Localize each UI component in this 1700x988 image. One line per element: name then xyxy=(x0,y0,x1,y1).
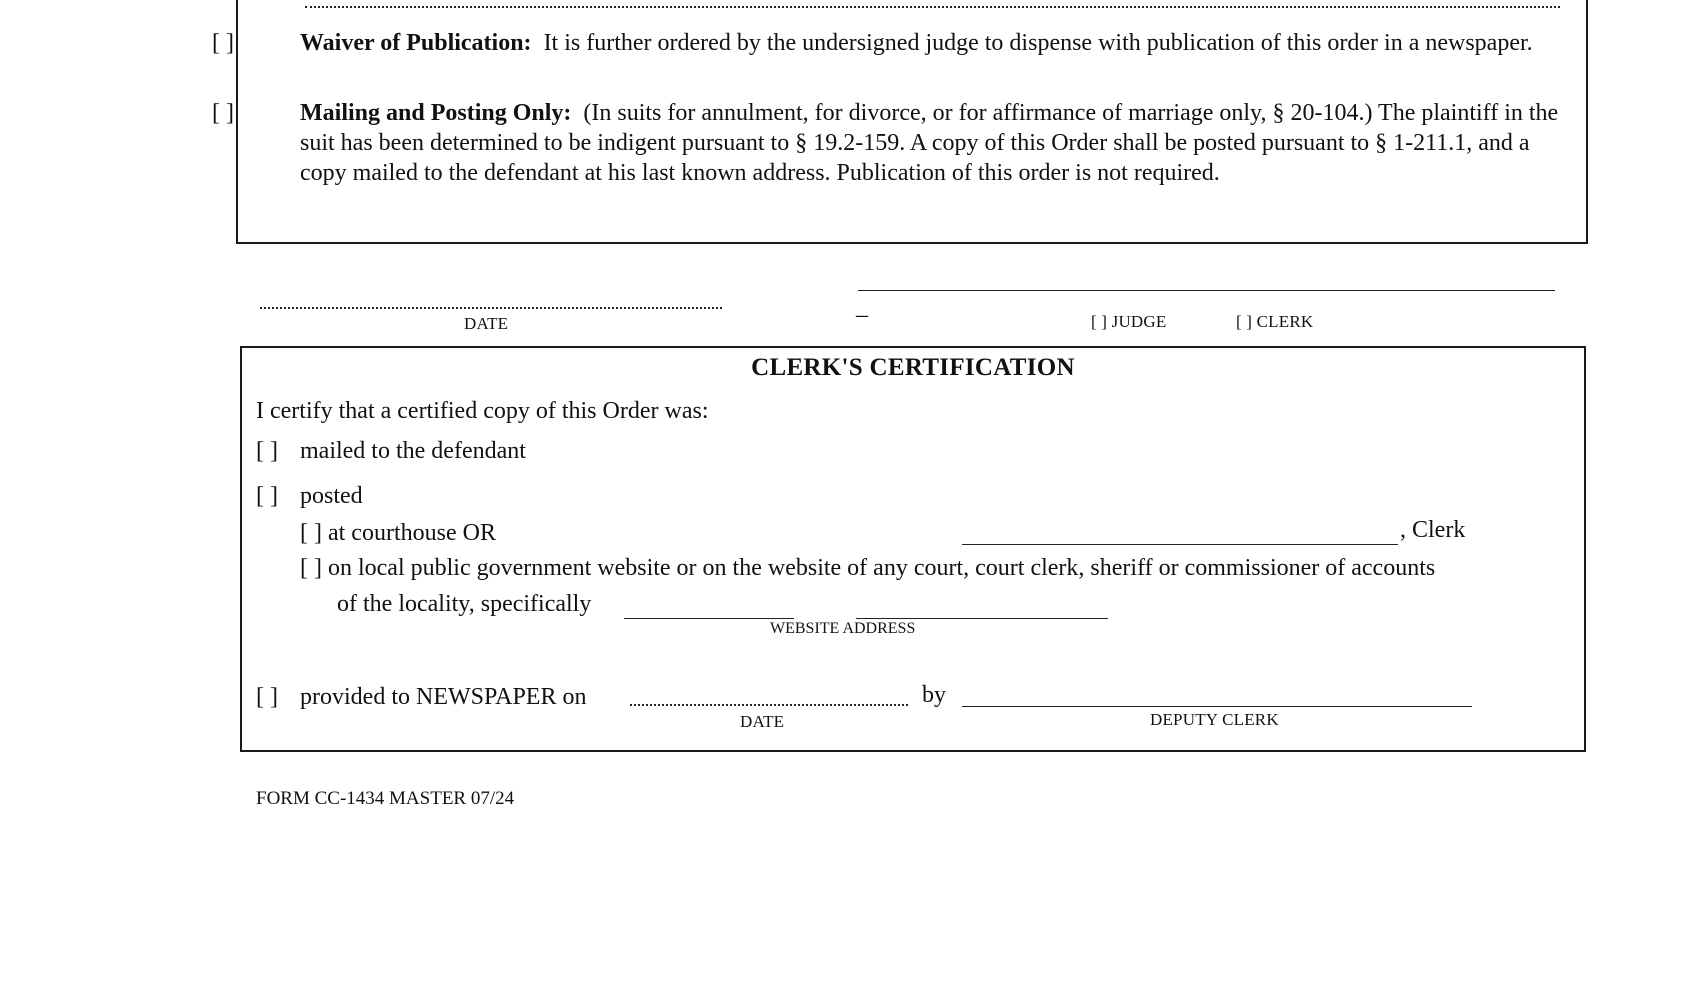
certification-title: CLERK'S CERTIFICATION xyxy=(751,354,1075,381)
newspaper-by: by xyxy=(922,682,946,708)
judge-option[interactable]: [ ] JUDGE xyxy=(1091,312,1167,331)
newspaper-label: provided to NEWSPAPER on xyxy=(300,684,587,710)
date-label: DATE xyxy=(464,314,509,333)
form-id: FORM CC-1434 MASTER 07/24 xyxy=(256,788,515,809)
mailing-text: (In suits for annulment, for divorce, or for affirmance of marriage only, § 20-104.) The plaintiff in the suit has been determined to be indigent pursuant to § 19.2-159. A copy of this Order shall be posted pursuant to § 1-211.1, and a copy mailed to the defendant at his last known address. Publication of this order is not required. xyxy=(300,100,1559,186)
waiver-heading: Waiver of Publication: xyxy=(300,30,532,56)
newspaper-date-line xyxy=(630,704,908,706)
mailed-label: mailed to the defendant xyxy=(300,438,526,464)
posted-label: posted xyxy=(300,483,363,509)
waiver-checkbox[interactable]: [ ] xyxy=(212,30,234,56)
waiver-text: It is further ordered by the undersigned judge to dispense with publication of this order in a newspaper. xyxy=(543,30,1533,56)
posted-option xyxy=(256,481,363,511)
website-option-line2: of the locality, specifically xyxy=(337,591,592,617)
waiver-of-publication-option xyxy=(212,28,1600,58)
signature-line xyxy=(858,290,1555,291)
deputy-clerk-label: DEPUTY CLERK xyxy=(1150,710,1279,729)
website-checkbox[interactable]: [ ] xyxy=(300,555,322,581)
mailed-checkbox[interactable]: [ ] xyxy=(256,438,278,464)
website-line-a xyxy=(624,618,794,619)
website-line1: on local public government website or on the website of any court, court clerk, sheriff or commissioner of accounts xyxy=(327,555,1436,581)
clerk-name-line xyxy=(962,544,1398,545)
clerk-suffix: , Clerk xyxy=(1400,517,1466,543)
newspaper-checkbox[interactable]: [ ] xyxy=(256,684,278,710)
website-line-b xyxy=(856,618,1108,619)
website-address-label: WEBSITE ADDRESS xyxy=(770,620,916,637)
mailing-checkbox[interactable]: [ ] xyxy=(212,100,234,126)
signature-dash: – xyxy=(856,302,868,328)
top-dotted-line xyxy=(305,6,1560,8)
posted-checkbox[interactable]: [ ] xyxy=(256,483,278,509)
clerk-option[interactable]: [ ] CLERK xyxy=(1236,312,1314,331)
newspaper-option xyxy=(256,682,586,712)
courthouse-option xyxy=(300,518,496,548)
deputy-clerk-line xyxy=(962,706,1472,707)
mailed-option xyxy=(256,436,526,466)
newspaper-date-label: DATE xyxy=(740,712,785,731)
mailing-and-posting-option xyxy=(212,98,1580,188)
courthouse-label: at courthouse OR xyxy=(327,520,496,546)
date-line xyxy=(260,307,722,309)
certification-intro: I certify that a certified copy of this Order was: xyxy=(256,398,709,424)
courthouse-checkbox[interactable]: [ ] xyxy=(300,520,322,546)
website-option-line1 xyxy=(300,553,1435,583)
mailing-heading: Mailing and Posting Only: xyxy=(300,100,572,126)
